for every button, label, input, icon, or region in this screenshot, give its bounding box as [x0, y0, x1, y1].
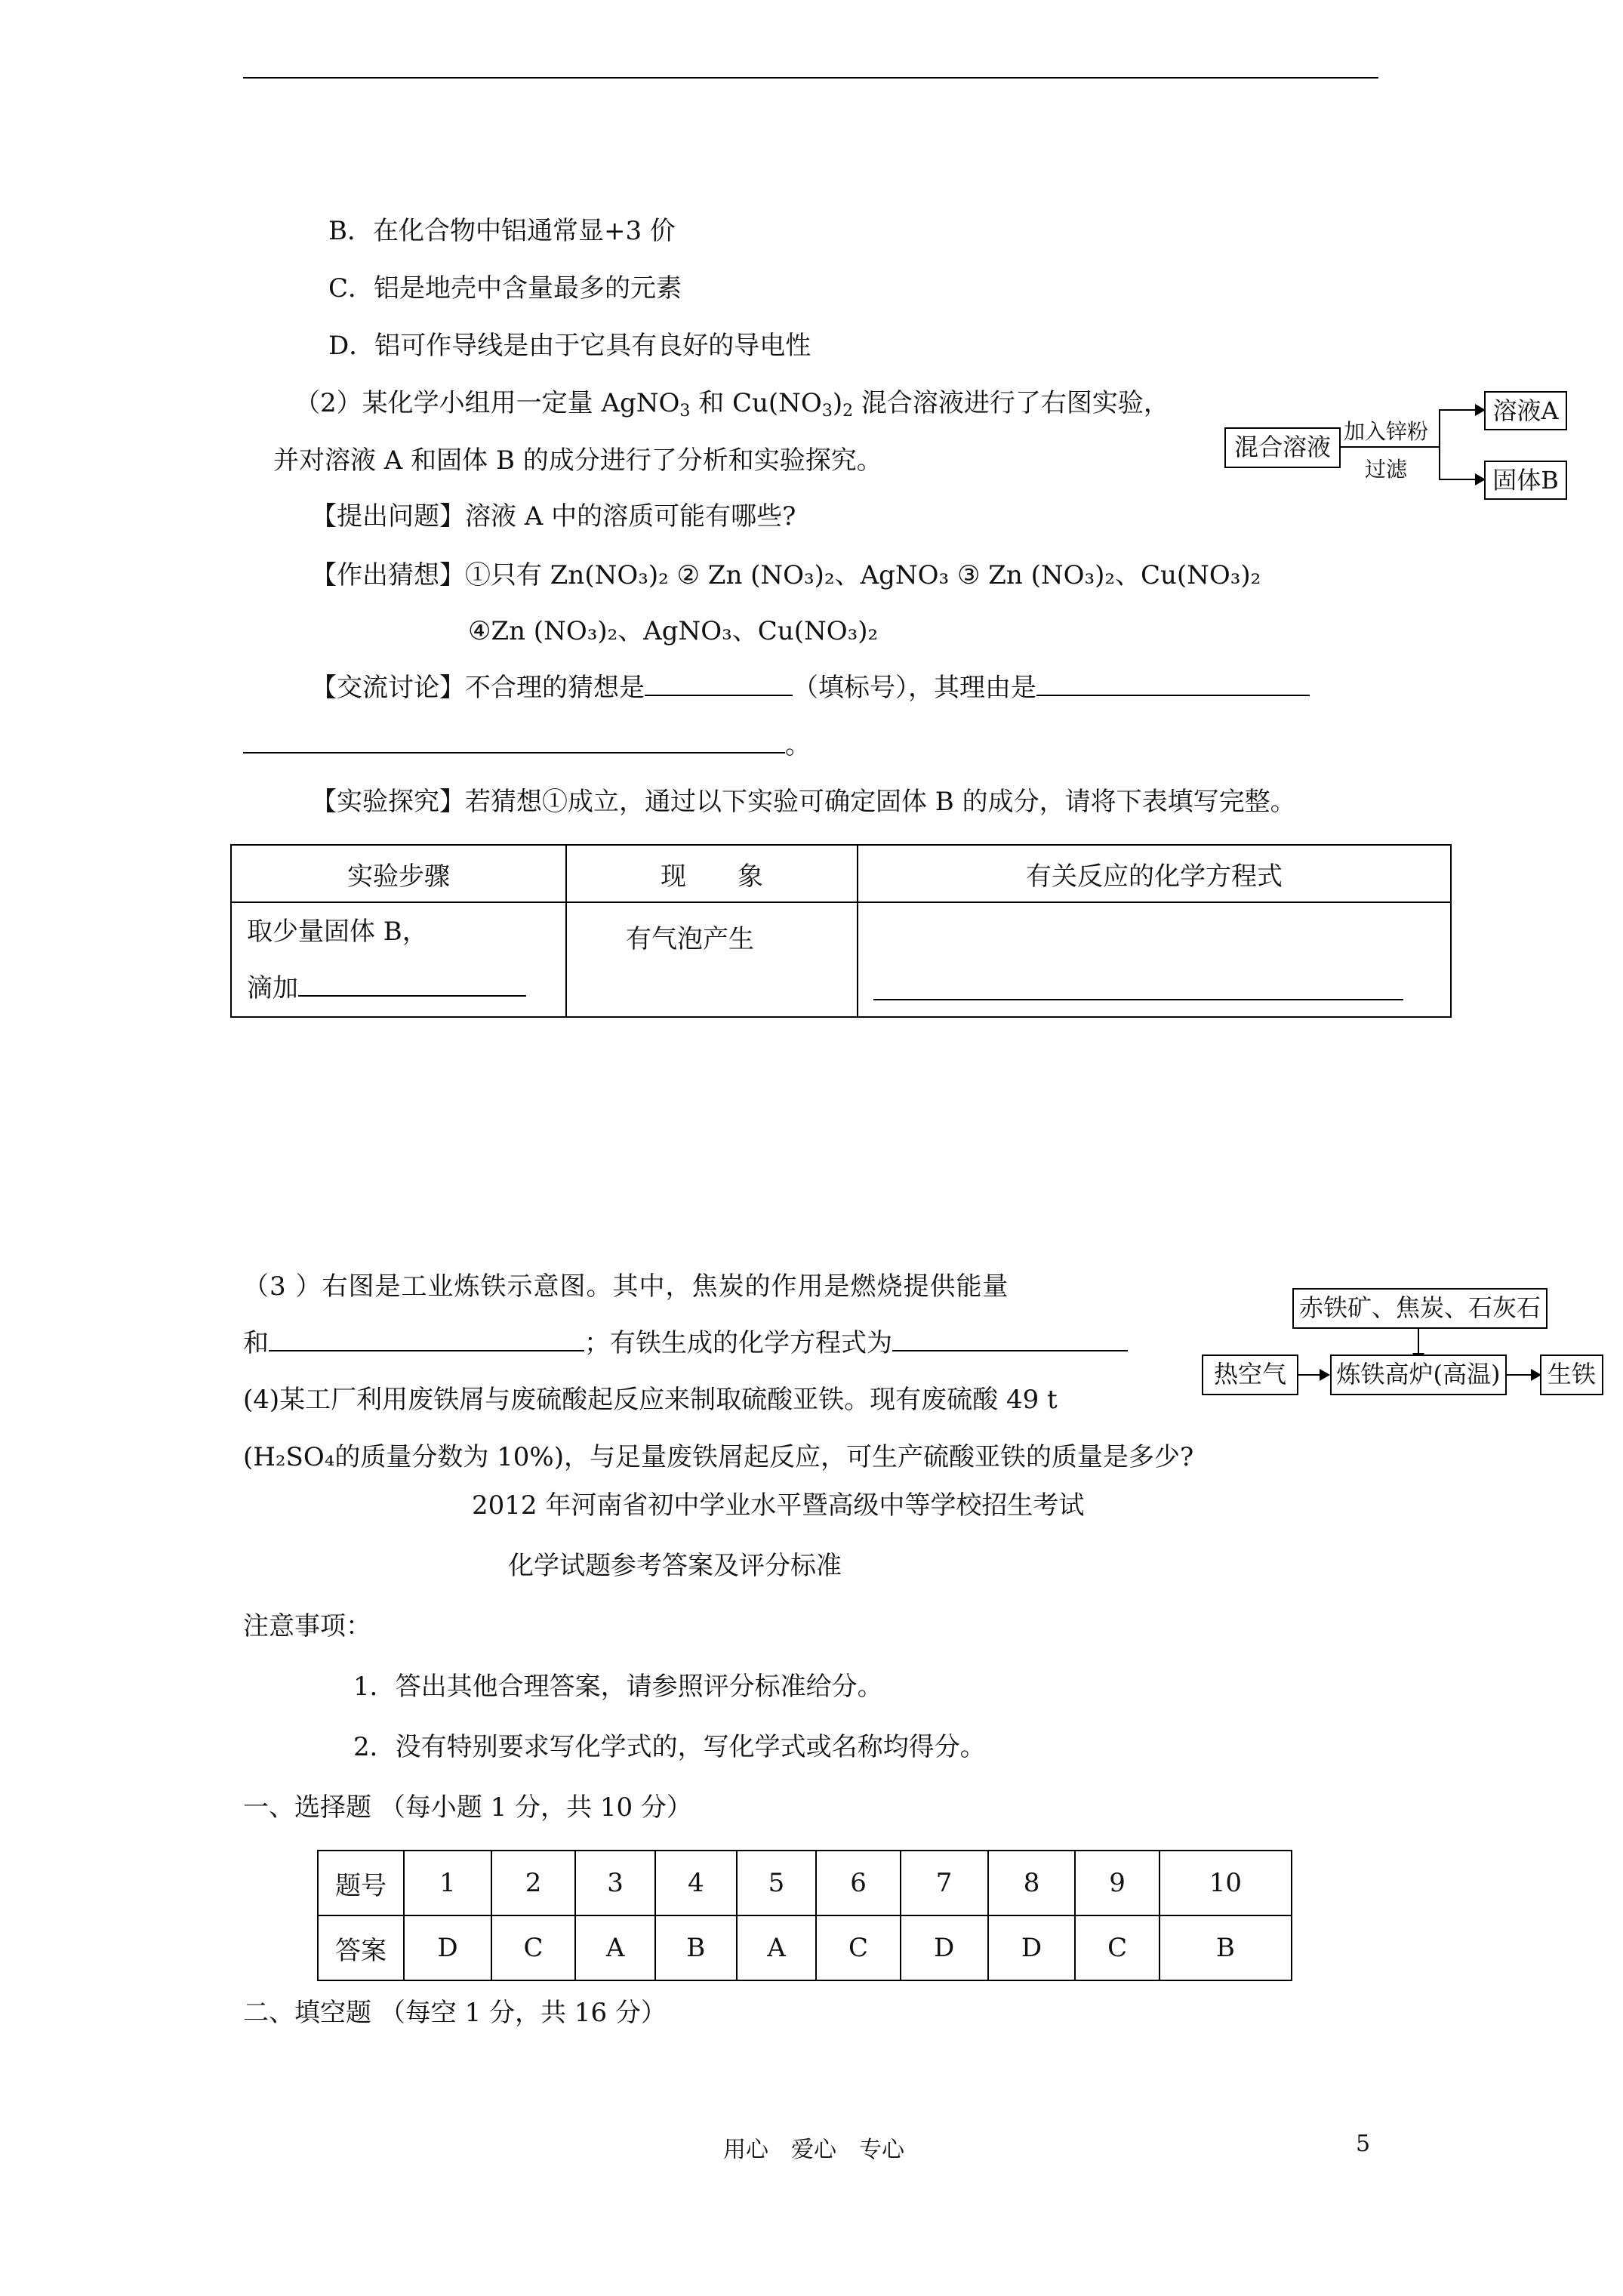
table-cell-phenomenon: 有气泡产生: [566, 902, 858, 1017]
explore-text: 若猜想①成立，通过以下实验可确定固体 B 的成分，请将下表填写完整。: [465, 787, 1296, 817]
solution-a-box: [1484, 391, 1567, 430]
furnace-label: 炼铁高炉(高温): [1336, 1360, 1501, 1388]
q4-line2: (H₂SO₄的质量分数为 10%)，与足量废铁屑起反应，可生产硫酸亚铁的质量是多少?: [243, 1442, 1194, 1472]
answer-blank[interactable]: [873, 976, 1403, 1000]
q2-intro-part: 混合溶液进行了右图实验，: [853, 388, 1169, 418]
page-number: 5: [1356, 2131, 1371, 2157]
answer-choice: C: [491, 1915, 575, 1980]
question-line: [311, 501, 796, 532]
q3-text-a: 和: [243, 1328, 269, 1358]
question-number: 5: [737, 1851, 817, 1915]
add-zinc-label: 加入锌粉: [1344, 419, 1429, 444]
answer-blank[interactable]: [1036, 672, 1310, 696]
furnace-to-iron-arrow: [1505, 1374, 1540, 1376]
discuss-line2: [243, 729, 811, 760]
raw-materials-label: 赤铁矿、焦炭、石灰石: [1298, 1293, 1541, 1322]
table-header: 现 象: [566, 845, 858, 902]
row-label: 答案: [318, 1915, 404, 1980]
section-1-title: 一、选择题 （每小题 1 分，共 10 分）: [243, 1792, 692, 1823]
guess-line2: ④Zn (NO₃)₂、AgNO₃、Cu(NO₃)₂: [468, 616, 879, 646]
answer-blank[interactable]: [892, 1327, 1128, 1351]
answer-choice: D: [901, 1915, 988, 1980]
header-rule: [243, 77, 1378, 79]
question-tag: 【提出问题】: [311, 501, 465, 532]
question-number: 9: [1075, 1851, 1159, 1915]
question-number: 2: [491, 1851, 575, 1915]
question-number: 3: [575, 1851, 655, 1915]
explore-line: [311, 787, 1296, 817]
answer-blank[interactable]: [298, 972, 526, 997]
answer-choice: B: [655, 1915, 737, 1980]
discuss-text-a: 不合理的猜想是: [465, 673, 645, 703]
answer-blank[interactable]: [269, 1327, 584, 1351]
hot-air-label: 热空气: [1213, 1360, 1286, 1388]
answer-choice: C: [1075, 1915, 1159, 1980]
row-label: 题号: [318, 1851, 404, 1915]
answer-choice: A: [575, 1915, 655, 1980]
q3-line1: （3 ）右图是工业炼铁示意图。其中，焦炭的作用是燃烧提供能量: [243, 1271, 1009, 1302]
air-to-furnace-arrow: [1297, 1374, 1329, 1376]
mix-solution-label: 混合溶液: [1233, 433, 1331, 461]
q4-line1: (4)某工厂利用废铁屑与废硫酸起反应来制取硫酸亚铁。现有废硫酸 49 t: [243, 1385, 1058, 1415]
guess-line1: [311, 560, 1261, 590]
question-number: 7: [901, 1851, 988, 1915]
arrow-to-solid: [1439, 479, 1484, 480]
experiment-table: [230, 844, 1452, 1018]
solid-b-box: [1484, 461, 1567, 500]
q2-intro: （2）某化学小组用一定量 AgNO$_3$ 和 $Cu(NO_3)_2$ 混合溶液进行了右图实验，: [294, 388, 1169, 421]
answer-choice: B: [1160, 1915, 1292, 1980]
section-2-title: 二、填空题 （每空 1 分，共 16 分）: [243, 1998, 667, 2028]
step-line1: 取少量固体 B，: [247, 917, 428, 947]
answer-choice: D: [988, 1915, 1076, 1980]
question-number: 4: [655, 1851, 737, 1915]
answer-choice: C: [816, 1915, 900, 1980]
note-2: 2．没有特别要求写化学式的，写化学式或名称均得分。: [353, 1732, 986, 1762]
discuss-tag: 【交流讨论】: [311, 673, 465, 703]
answer-title-2: 化学试题参考答案及评分标准: [508, 1551, 842, 1581]
q2-intro-part: （2）某化学小组用一定量 AgNO: [294, 388, 680, 418]
option-b: B．在化合物中铝通常显+3 价: [328, 216, 676, 246]
pig-iron-label: 生铁: [1547, 1360, 1596, 1388]
q3-line2: [243, 1327, 1128, 1358]
table-cell-equation: [858, 902, 1451, 1017]
arrow-to-solution: [1439, 409, 1484, 411]
footer-motto: 用心 爱心 专心: [723, 2137, 904, 2163]
raw-materials-box: [1292, 1288, 1548, 1329]
furnace-box: [1330, 1354, 1507, 1395]
question-number: 6: [816, 1851, 900, 1915]
hot-air-box: [1202, 1354, 1298, 1395]
pig-iron-box: [1540, 1354, 1603, 1395]
step-line2-text: 滴加: [247, 973, 298, 1003]
note-1: 1．答出其他合理答案，请参照评分标准给分。: [353, 1672, 883, 1702]
solid-b-label: 固体B: [1492, 466, 1559, 495]
q2-intro-line2: 并对溶液 A 和固体 B 的成分进行了分析和实验探究。: [273, 445, 882, 476]
table-cell-step: [231, 902, 566, 1017]
question-number: 1: [404, 1851, 491, 1915]
filter-label: 过滤: [1365, 457, 1408, 482]
answer-choice: A: [737, 1915, 817, 1980]
q2-intro-part: 和 Cu(NO: [690, 388, 822, 418]
discuss-line: [311, 672, 1310, 703]
option-c: C．铝是地壳中含量最多的元素: [328, 273, 682, 304]
answer-table: [317, 1850, 1292, 1981]
answer-blank[interactable]: [243, 729, 785, 754]
answer-blank[interactable]: [645, 672, 793, 696]
table-header: 实验步骤: [231, 845, 566, 902]
question-number: 10: [1160, 1851, 1292, 1915]
q2-intro-part: ): [832, 388, 843, 418]
raw-to-furnace-line: [1418, 1327, 1419, 1356]
step-line2: [247, 972, 565, 1003]
answer-title-1: 2012 年河南省初中学业水平暨高级中等学校招生考试: [472, 1490, 1085, 1521]
flow-branch: [1439, 409, 1440, 479]
discuss-text-b: （填标号），其理由是: [793, 673, 1036, 703]
discuss-end: 。: [785, 730, 811, 760]
guess-tag: 【作出猜想】: [311, 560, 465, 590]
table-header: 有关反应的化学方程式: [858, 845, 1451, 902]
flow-line: [1339, 446, 1440, 448]
notes-title: 注意事项：: [243, 1611, 371, 1641]
guess-text-1: ①只有 Zn(NO₃)₂ ② Zn (NO₃)₂、AgNO₃ ③ Zn (NO₃)₂、Cu(NO₃)₂: [465, 560, 1261, 590]
explore-tag: 【实验探究】: [311, 787, 465, 817]
answer-choice: D: [404, 1915, 491, 1980]
option-d: D．铝可作导线是由于它具有良好的导电性: [328, 331, 812, 361]
mix-solution-box: [1224, 427, 1341, 468]
solution-a-label: 溶液A: [1492, 396, 1559, 425]
q3-text-b: ；有铁生成的化学方程式为: [584, 1328, 892, 1358]
question-number: 8: [988, 1851, 1076, 1915]
question-text: 溶液 A 中的溶质可能有哪些?: [465, 501, 796, 532]
